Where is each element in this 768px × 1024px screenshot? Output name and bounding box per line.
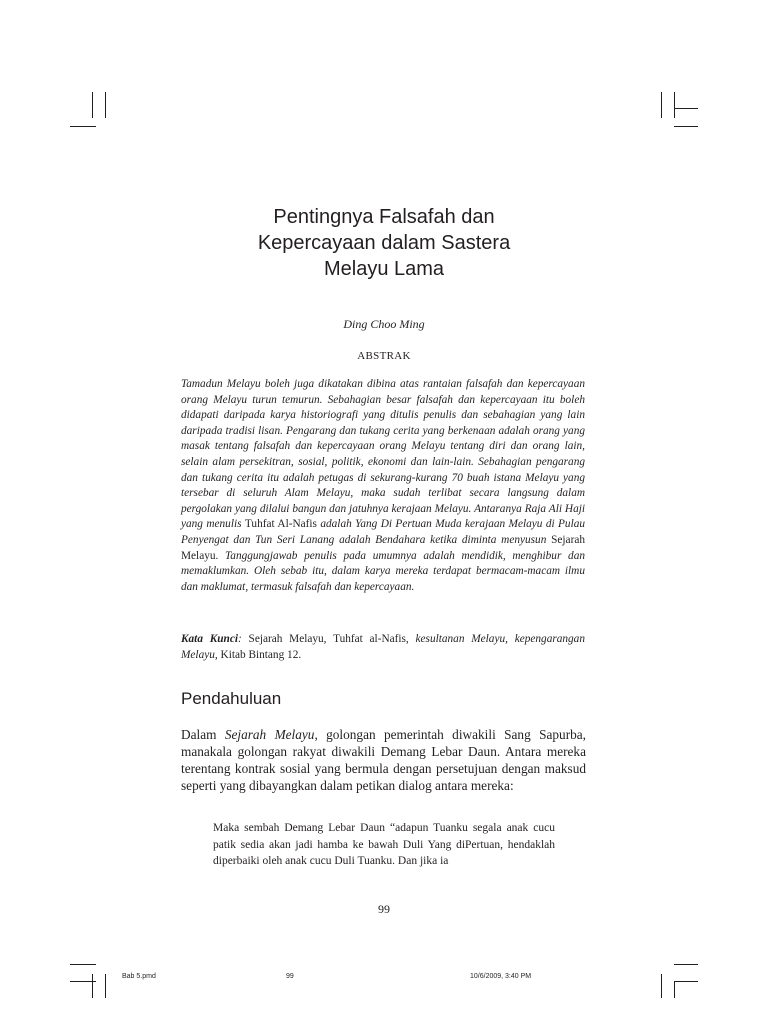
article-title — [180, 204, 588, 282]
title-line: Kepercayaan dalam Sastera — [257, 232, 511, 254]
crop-mark — [674, 92, 675, 118]
crop-mark — [674, 126, 698, 127]
keywords-colon: : — [238, 633, 242, 645]
crop-mark — [105, 92, 106, 118]
abstract-title-ref: Sejarah Melayu. — [181, 533, 585, 562]
keywords-text: Kitab Bintang 12. — [220, 648, 302, 661]
crop-mark — [661, 92, 662, 118]
crop-mark — [674, 108, 698, 109]
body-text: , golongan pemerintah diwakili Sang Sapurba, manakala golongan rakyat diwakili Demang Lebar Daun. Antara mereka terentang kontrak sosial yang bermula dengan persetujuan dengan maksud seperti yang dibayangkan dalam petikan dialog antara mereka: — [181, 727, 586, 793]
crop-mark — [674, 981, 698, 982]
keywords-text-italic: kesultanan Melayu, kepengarangan Melayu, — [181, 633, 585, 661]
crop-mark — [70, 964, 96, 965]
keywords-text: Sejarah Melayu, Tuhfat al-Nafis, — [248, 633, 409, 645]
slug-datetime: 10/6/2009, 3:40 PM — [470, 973, 532, 980]
slug-page: 99 — [286, 973, 294, 980]
body-paragraph — [181, 726, 586, 794]
crop-mark — [92, 92, 93, 118]
body-title-ref: Sejarah Melayu — [224, 727, 315, 742]
crop-mark — [70, 126, 96, 127]
body-text: Dalam — [181, 727, 217, 742]
section-heading: Pendahuluan — [181, 689, 282, 708]
abstract-text: Tamadun Melayu boleh juga dikatakan dibina atas rantaian falsafah dan kepercayaan orang Melayu turun temurun. Sebahagian besar falsafah dan kepercayaan itu boleh didapati daripada karya historiografi yang ditulis penulis dan sebahagian yang lain daripada tradisi lisan. Pengarang dan tukang cerita yang berkenaan adalah orang yang masak tentang falsafah dan kepercayaan orang Melayu tentang diri dan orang lain, selain alam persekitran, sosial, politik, ekonomi dan lain-lain. Sebahagian pengarang dan tukang cerita itu adalah petugas di sekurang-kurang 70 buah istana Melayu yang tersebar di seluruh Alam Melayu, maka sudah terlibat secara langsung dalam pergolakan yang dilalui bangun dan jatuhnya kerajaan Melayu. Antaranya Raja Ali Haji yang menulis — [181, 378, 585, 531]
keywords — [181, 632, 585, 663]
crop-mark — [661, 974, 662, 998]
title-line: Melayu Lama — [323, 258, 445, 280]
crop-mark — [105, 974, 106, 998]
crop-mark — [674, 981, 675, 998]
crop-mark — [674, 964, 698, 965]
abstract-title-ref: Tuhfat Al-Nafis — [244, 518, 317, 531]
abstract-heading: ABSTRAK — [357, 350, 411, 362]
abstract-text: Tanggungjawab penulis pada umumnya adalah mendidik, menghibur dan memaklumkan. Oleh sebab itu, dalam karya mereka terdapat bermacam-macam ilmu dan maklumat, termasuk falsafah dan kepercayaan. — [181, 549, 585, 593]
abstract-body — [181, 377, 585, 595]
page-number: 99 — [378, 902, 390, 916]
abstract-text: adalah Yang Di Pertuan Muda kerajaan Melayu di Pulau Penyengat dan Tun Seri Lanang adalah Bendahara ketika diminta menyusun — [181, 518, 585, 546]
author-name: Ding Choo Ming — [343, 317, 425, 331]
keywords-label: Kata Kunci — [181, 633, 238, 645]
slug-filename: Bab 5.pmd — [122, 973, 156, 980]
crop-mark — [92, 974, 93, 998]
title-line: Pentingnya Falsafah dan — [273, 206, 495, 228]
block-quote: Maka sembah Demang Lebar Daun “adapun Tuanku segala anak cucu patik sedia akan jadi hamba ke bawah Duli Yang diPertuan, hendaklah diperbaiki oleh anak cucu Duli Tuanku. Dan jika ia — [213, 822, 555, 868]
